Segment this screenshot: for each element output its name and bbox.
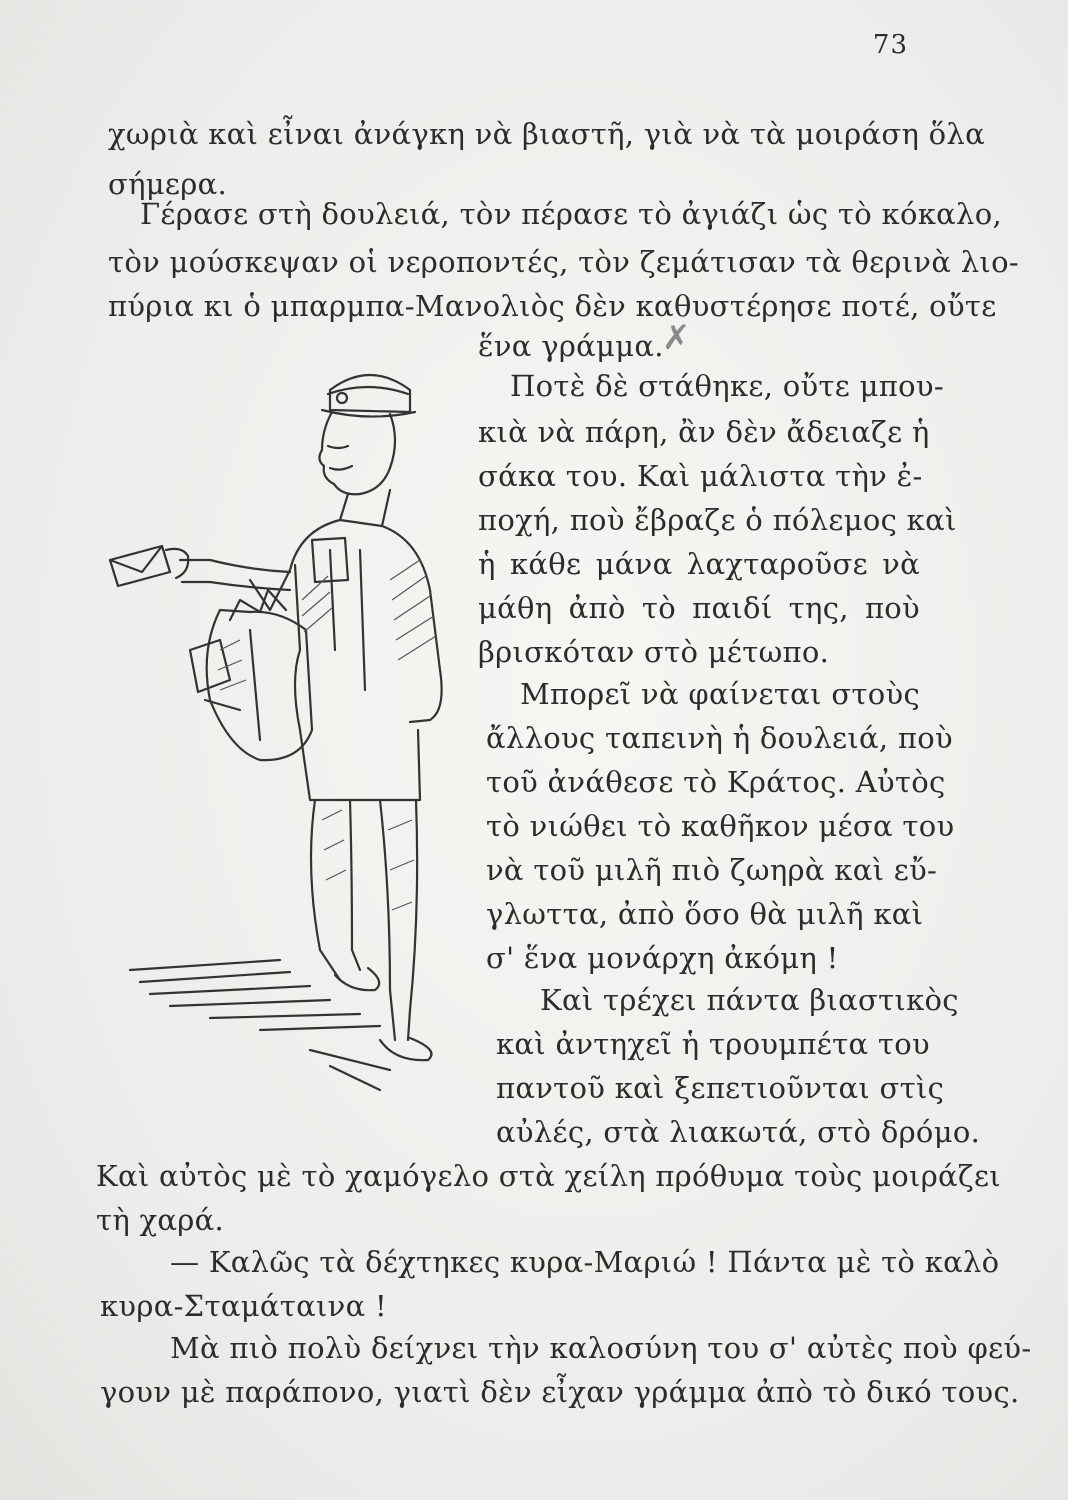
text-line: σ' ἕνα μονάρχη ἀκόμη !	[486, 941, 839, 975]
text-line: Καὶ αὐτὸς μὲ τὸ χαμόγελο στὰ χείλη πρόθυμα τοὺς μοιράζει	[96, 1159, 1001, 1193]
text-line: βρισκόταν στὸ μέτωπο.	[478, 635, 830, 669]
text-line: πύρια κι ὁ μπαρμπα-Μανολιὸς δὲν καθυστέρησε ποτέ, οὔτε	[108, 289, 997, 323]
page-number: 73	[872, 30, 908, 60]
text-line: αὐλές, στὰ λιακωτά, στὸ δρόμο.	[496, 1115, 981, 1149]
text-line: Ποτὲ δὲ στάθηκε, οὔτε μπου-	[510, 369, 944, 403]
text-line: ἡ κάθε μάνα λαχταροῦσε νὰ	[478, 547, 920, 581]
text-line: κυρα-Σταμάταινα !	[100, 1289, 387, 1323]
postman-illustration-icon	[90, 350, 480, 1110]
text-line: ποχή, ποὺ ἔβραζε ὁ πόλεμος καὶ	[478, 503, 957, 537]
text-line: ἕνα γράμμα.	[478, 329, 664, 363]
text-line: — Καλῶς τὰ δέχτηκες κυρα-Μαριώ ! Πάντα μὲ τὸ καλὸ	[170, 1245, 1000, 1279]
text-line: Γέρασε στὴ δουλειά, τὸν πέρασε τὸ ἀγιάζι ὡς τὸ κόκαλο,	[140, 197, 1002, 231]
text-line: γλωττα, ἀπὸ ὅσο θὰ μιλῆ καὶ	[486, 897, 924, 931]
text-line: ἄλλους ταπεινὴ ἡ δουλειά, ποὺ	[486, 721, 953, 755]
text-line: παντοῦ καὶ ξεπετιοῦνται στὶς	[496, 1071, 945, 1105]
text-line: χωριὰ καὶ εἶναι ἀνάγκη νὰ βιαστῆ, γιὰ νὰ τὰ μοιράση ὅλα	[108, 117, 985, 151]
pencil-mark: ✗	[662, 318, 691, 358]
text-line: Μὰ πιὸ πολὺ δείχνει τὴν καλοσύνη του σ' αὐτὲς ποὺ φεύ-	[170, 1331, 1032, 1365]
text-line: σάκα του. Καὶ μάλιστα τὴν ἐ-	[478, 459, 923, 493]
text-line: καὶ ἀντηχεῖ ἡ τρουμπέτα του	[496, 1027, 930, 1061]
text-line: κιὰ νὰ πάρη, ἂν δὲν ἄδειαζε ἡ	[478, 415, 930, 449]
text-line: σήμερα.	[108, 167, 227, 201]
text-line: τὸ νιώθει τὸ καθῆκον μέσα του	[486, 809, 955, 843]
text-line: Μπορεῖ νὰ φαίνεται στοὺς	[520, 677, 920, 711]
text-line: γουν μὲ παράπονο, γιατὶ δὲν εἶχαν γράμμα ἀπὸ τὸ δικό τους.	[100, 1375, 1020, 1409]
text-line: τὸν μούσκεψαν οἱ νεροποντές, τὸν ζεμάτισαν τὰ θερινὰ λιο-	[108, 245, 1019, 279]
text-line: νὰ τοῦ μιλῆ πιὸ ζωηρὰ καὶ εὔ-	[486, 853, 938, 887]
text-line: μάθη ἀπὸ τὸ παιδί της, ποὺ	[478, 591, 920, 625]
text-line: Καὶ τρέχει πάντα βιαστικὸς	[540, 983, 959, 1017]
text-line: τὴ χαρά.	[96, 1203, 225, 1237]
text-line: τοῦ ἀνάθεσε τὸ Κράτος. Αὐτὸς	[486, 765, 946, 799]
